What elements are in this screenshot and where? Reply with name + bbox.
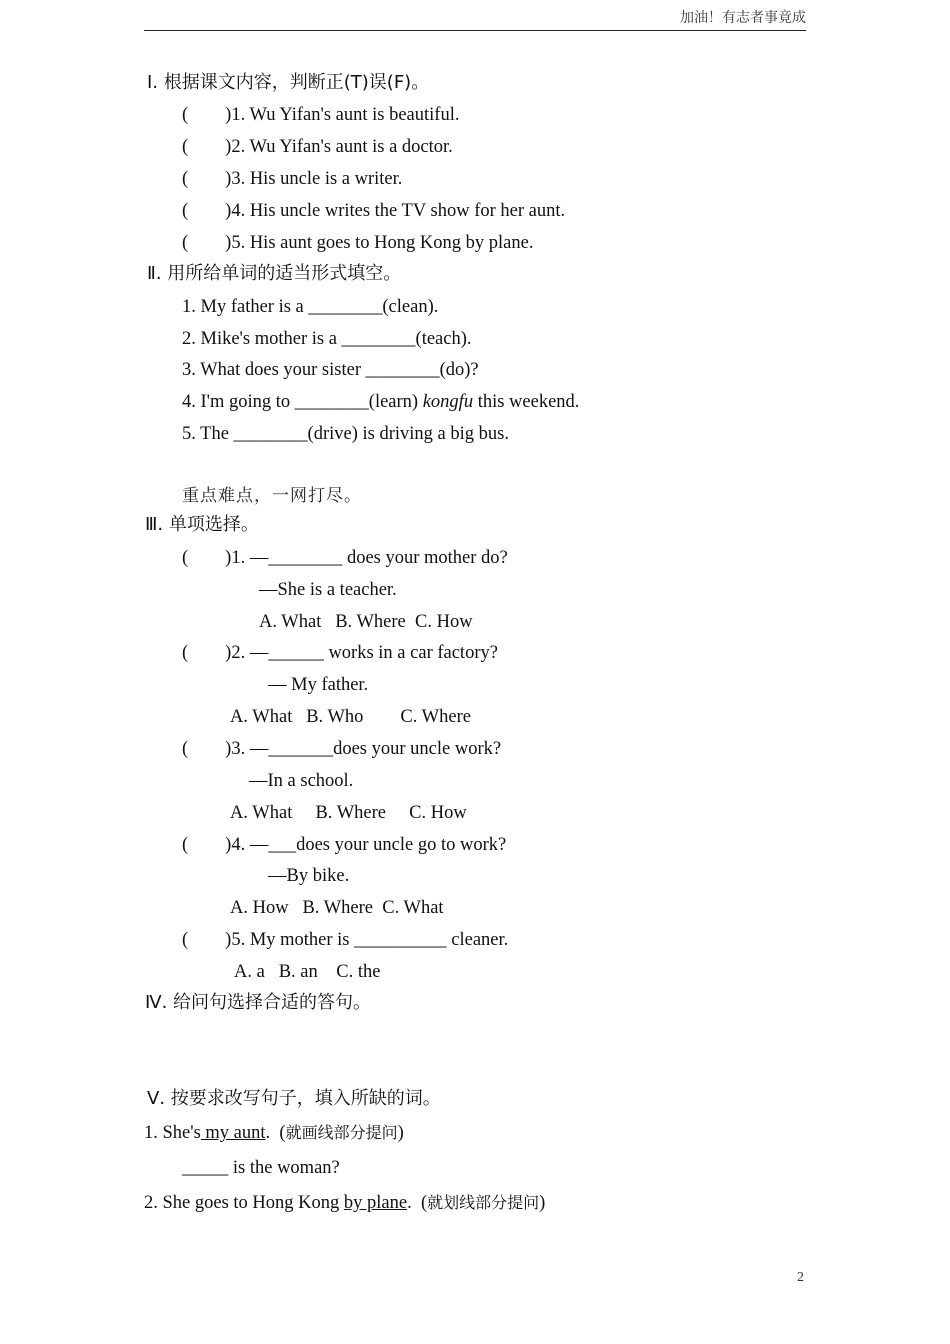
section-5-title: Ⅴ. 按要求改写句子，填入所缺的词。 [147,1088,441,1109]
section-5-item-2: 2. She goes to Hong Kong by plane. (就划线部分提问) [144,1193,546,1213]
q1-stem: ( )1. —________ does your mother do? [182,548,508,568]
q2-options: A. What B. Who C. Where [230,707,471,727]
q2-answer: — My father. [268,675,369,695]
section-2-item-2: 2. Mike's mother is a ________(teach). [182,329,472,349]
q5-stem: ( )5. My mother is __________ cleaner. [182,930,509,950]
section-2-item-1: 1. My father is a ________(clean). [182,297,439,317]
section-2-item-4: 4. I'm going to ________(learn) kongfu this weekend. [182,392,580,412]
section-4-title: Ⅳ. 给问句选择合适的答句。 [145,992,372,1013]
header-motto: 加油！有志者事竟成 [680,11,806,26]
q3-answer: —In a school. [249,771,354,791]
q1-answer: —She is a teacher. [259,580,397,600]
italic-word: kongfu [422,392,474,412]
q4-answer: —By bike. [268,866,350,886]
section-1-item-1: ( )1. Wu Yifan's aunt is beautiful. [182,105,460,125]
page-header [144,8,806,31]
q3-options: A. What B. Where C. How [230,803,467,823]
section-3-title: Ⅲ. 单项选择。 [145,514,259,535]
section-2-item-3: 3. What does your sister ________(do)? [182,360,479,380]
section-1-item-5: ( )5. His aunt goes to Hong Kong by plane. [182,233,534,253]
section-1-item-2: ( )2. Wu Yifan's aunt is a doctor. [182,137,453,157]
section-1-item-4: ( )4. His uncle writes the TV show for her aunt. [182,201,566,221]
q5-options: A. a B. an C. the [234,962,381,982]
section-5-item-1-answer: _____ is the woman? [182,1158,340,1178]
underlined-phrase: my aunt [200,1123,266,1143]
section-1-title: Ⅰ. 根据课文内容，判断正(T)误(F)。 [147,72,430,93]
q1-options: A. What B. Where C. How [259,612,473,632]
page-number: 2 [797,1270,804,1285]
section-2-item-5: 5. The ________(drive) is driving a big bus. [182,424,509,444]
section-2-title: Ⅱ. 用所给单词的适当形式填空。 [147,263,402,284]
tip-note: 重点难点，一网打尽。 [182,486,362,506]
section-1-item-3: ( )3. His uncle is a writer. [182,169,403,189]
q3-stem: ( )3. —_______does your uncle work? [182,739,502,759]
section-5-item-1: 1. She's my aunt. (就画线部分提问) [144,1123,404,1143]
underlined-phrase: by plane [343,1193,408,1213]
q2-stem: ( )2. —______ works in a car factory? [182,643,498,663]
q4-stem: ( )4. —___does your uncle go to work? [182,835,507,855]
q4-options: A. How B. Where C. What [230,898,444,918]
